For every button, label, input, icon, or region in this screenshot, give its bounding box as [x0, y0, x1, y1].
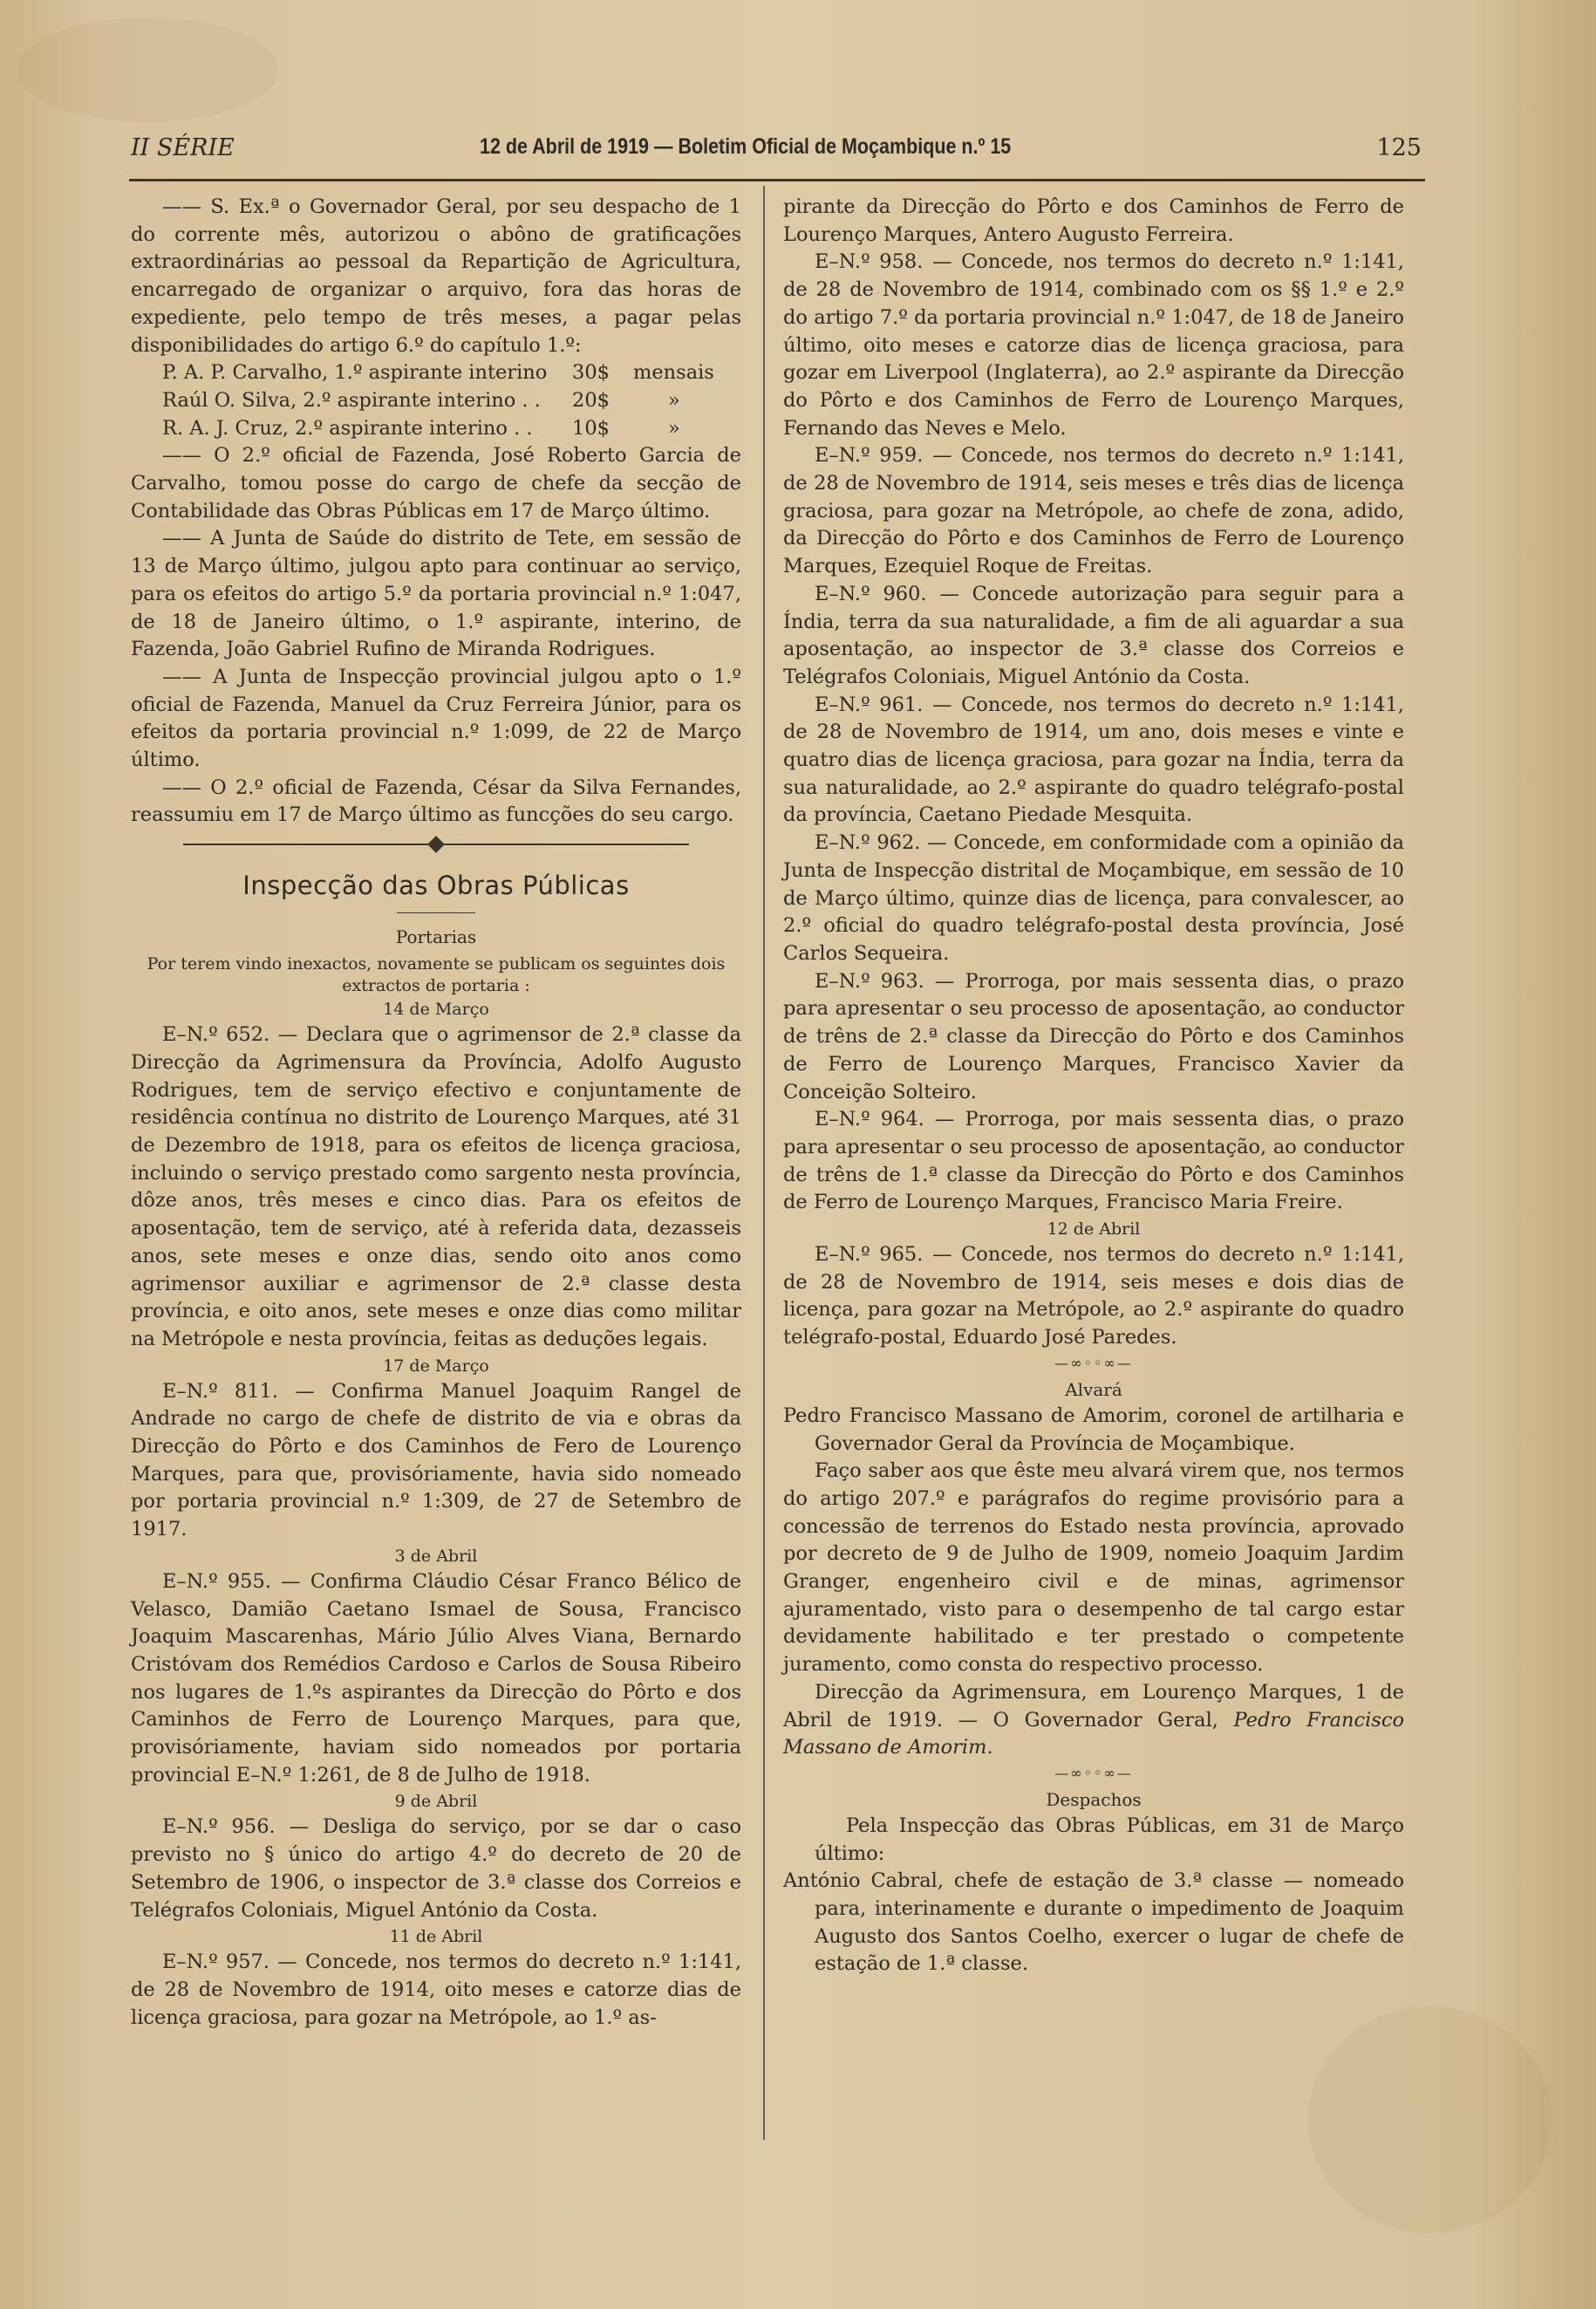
- paragraph: —— A Junta de Saúde do distrito de Tete, em sessão de 13 de Março último, julgou apto para continuar ao serviço, para os efeitos do artigo 5.º da portaria provincial n.º 1:047, de 18 de Janeiro último, o 1.º aspirante, interino, de Fazenda, João Gabriel Rufino de Miranda Rodrigues.: [131, 527, 741, 661]
- date-heading: 17 de Março: [383, 1356, 489, 1376]
- portaria-extract: E–N.º 962. — Concede, em conformidade com a opinião da Junta de Inspecção distrital de Moçambique, em sessão de 10 de Março último, quinze dias de licença, para convalescer, ao 2.º oficial do quadro telégrafo-postal desta província, José Carlos Sequeira.: [783, 831, 1404, 965]
- paper-stain: [1308, 2006, 1552, 2233]
- salary-list: [131, 359, 741, 442]
- page-number: 125: [1376, 134, 1422, 161]
- right-column: [783, 194, 1404, 1978]
- header-rule: [129, 179, 1425, 181]
- salary-amount: 30$: [572, 361, 610, 385]
- paragraph: —— O 2.º oficial de Fazenda, César da Silva Fernandes, reassumiu em 17 de Março último as funcções do seu cargo.: [131, 775, 741, 827]
- alvara-signature-text: Direcção da Agrimensura, em Lourenço Marques, 1 de Abril de 1919. — O Governador Geral,: [783, 1680, 1404, 1732]
- section-ornament: [131, 830, 741, 859]
- salary-name: R. A. J. Cruz, 2.º aspirante interino . .: [162, 416, 533, 440]
- date-heading: 14 de Março: [383, 1000, 489, 1020]
- despachos-title: Despachos: [1046, 1788, 1142, 1810]
- portaria-extract: E–N.º 965. — Concede, nos termos do decreto n.º 1:141, de 28 de Novembro de 1914, seis meses e dois dias de licença, para gozar na Metrópole, ao 2.º aspirante do quadro telégrafo-postal, Eduardo José Paredes.: [783, 1243, 1404, 1349]
- date-heading: 9 de Abril: [394, 1792, 478, 1812]
- wave-ornament: —∞◦◦∞—: [1054, 1354, 1133, 1371]
- despacho-item: António Cabral, chefe de estação de 3.ª classe — nomeado para, interinamente e durante o impedimento de Joaquim Augusto dos Santos Coelho, exercer o lugar de chefe de estação de 1.ª classe.: [783, 1869, 1404, 1976]
- wave-ornament: —∞◦◦∞—: [1054, 1764, 1133, 1781]
- series-label: II SÉRIE: [131, 134, 235, 161]
- date-heading: 11 de Abril: [389, 1927, 483, 1947]
- portaria-extract: E–N.º 957. — Concede, nos termos do decreto n.º 1:141, de 28 de Novembro de 1914, oito meses e catorze dias de licença graciosa, para gozar na Metrópole, ao 1.º as-: [131, 1950, 741, 2029]
- divider-rule: [131, 908, 741, 919]
- column-divider: [763, 186, 765, 2140]
- alvara-body: Faço saber aos que êste meu alvará virem que, nos termos do artigo 207.º e parágrafos do regime provisório para a concessão de terrenos do Estado nesta província, aprovado por decreto de 9 de Julho de 1909, nomeio Joaquim Jardim Granger, engenheiro civil e de minas, agrimensor ajuramentado, visto para o desempenho de tal cargo estar devidamente habilitado e ter prestado o competente juramento, como consta do respectivo processo.: [783, 1459, 1404, 1677]
- portaria-extract: E–N.º 964. — Prorroga, por mais sessenta dias, o prazo para apresentar o seu processo de aposentação, ao conductor de trêns de 1.ª classe da Direcção do Pôrto e dos Caminhos de Ferro de Lourenço Marques, Francisco Maria Freire.: [783, 1108, 1404, 1214]
- portaria-extract: E–N.º 955. — Confirma Cláudio César Franco Bélico de Velasco, Damião Caetano Ismael de Sousa, Francisco Joaquim Mascarenhas, Mário Júlio Alves Viana, Bernardo Cristóvam dos Remédios Cardoso e Carlos de Sousa Ribeiro nos lugares de 1.ºs aspirantes da Direcção do Pôrto e dos Caminhos de Ferro de Lourenço Marques, para que, provisóriamente, haviam sido nomeados por portaria provincial E–N.º 1:261, de 8 de Julho de 1918.: [131, 1569, 741, 1786]
- editorial-note: Por terem vindo inexactos, novamente se publicam os seguintes dois extractos de portaria :: [147, 954, 726, 996]
- portaria-extract: E–N.º 956. — Desliga do serviço, por se dar o caso previsto no § único do artigo 4.º do decreto de 20 de Setembro de 1906, o inspector de 3.ª classe dos Correios e Telégrafos Coloniais, Miguel António da Costa.: [131, 1815, 741, 1922]
- left-column: [131, 194, 741, 2032]
- paragraph: —— A Junta de Inspecção provincial julgou apto o 1.º oficial de Fazenda, Manuel da Cruz Ferreira Júnior, para os efeitos da portaria provincial n.º 1:099, de 22 de Março último.: [131, 665, 741, 772]
- salary-row: [131, 359, 741, 387]
- despachos-intro: Pela Inspecção das Obras Públicas, em 31 de Março último:: [815, 1814, 1404, 1865]
- alvara-intro: Pedro Francisco Massano de Amorim, coronel de artilharia e Governador Geral da Província de Moçambique.: [783, 1404, 1404, 1455]
- salary-name: P. A. P. Carvalho, 1.º aspirante interino: [162, 361, 548, 385]
- salary-amount: 20$: [572, 388, 610, 412]
- page-header: [131, 131, 1422, 166]
- alvara-signature: [783, 1679, 1404, 1762]
- paper-stain: [17, 17, 279, 122]
- salary-unit: »: [668, 388, 680, 412]
- portaria-extract: E–N.º 652. — Declara que o agrimensor de 2.ª classe da Direcção da Agrimensura da Província, Adolfo Augusto Rodrigues, tem de serviço efectivo e conjuntamente de residência contínua no distrito de Lourenço Marques, até 31 de Dezembro de 1918, para os efeitos de licença graciosa, incluindo o serviço prestado como sargento nesta província, dôze anos, três meses e cinco dias. Para os efeitos de aposentação, tem de serviço, até à referida data, dezasseis anos, sete meses e onze dias, sendo oito anos como agrimensor auxiliar e agrimensor de 2.ª classe desta província, e oito anos, sete meses e onze dias como militar na Metrópole e nesta província, feitas as deduções legais.: [131, 1023, 741, 1350]
- section-title: Inspecção das Obras Públicas: [242, 871, 630, 901]
- alvara-title: Alvará: [1065, 1378, 1122, 1400]
- portaria-extract: E–N.º 811. — Confirma Manuel Joaquim Rangel de Andrade no cargo de chefe de distrito de via e obras da Direcção do Pôrto e dos Caminhos de Fero de Lourenço Marques, para que, provisóriamente, havia sido nomeado por portaria provincial n.º 1:309, de 27 de Setembro de 1917.: [131, 1379, 741, 1541]
- date-heading: 3 de Abril: [394, 1546, 478, 1566]
- salary-unit: mensais: [633, 361, 714, 385]
- portaria-extract: E–N.º 959. — Concede, nos termos do decreto n.º 1:141, de 28 de Novembro de 1914, seis meses e três dias de licença graciosa, para gozar na Metrópole, ao chefe de zona, adido, da Direcção do Pôrto e dos Caminhos de Ferro de Lourenço Marques, Ezequiel Roque de Freitas.: [783, 444, 1404, 578]
- portaria-extract: E–N.º 958. — Concede, nos termos do decreto n.º 1:141, de 28 de Novembro de 1914, combinado com os §§ 1.º e 2.º do artigo 7.º da portaria provincial n.º 1:047, de 18 de Janeiro último, oito meses e catorze dias de licença graciosa, para gozar em Liverpool (Inglaterra), ao 2.º aspirante da Direcção do Pôrto e dos Caminhos de Ferro de Lourenço Marques, Fernando das Neves e Melo.: [783, 250, 1404, 440]
- governor-name: Pedro Francisco Massano de Amorim.: [783, 1708, 1404, 1759]
- publication-line: 12 de Abril de 1919 — Boletim Oficial de Moçambique n.º 15: [480, 134, 1012, 159]
- salary-name: Raúl O. Silva, 2.º aspirante interino . .: [162, 388, 541, 412]
- salary-row: [131, 415, 741, 443]
- salary-amount: 10$: [572, 416, 610, 440]
- salary-unit: »: [668, 416, 680, 440]
- portaria-extract: E–N.º 963. — Prorroga, por mais sessenta dias, o prazo para apresentar o seu processo de aposentação, ao conductor de trêns de 2.ª classe da Direcção do Pôrto e dos Caminhos de Ferro de Lourenço Marques, Francisco Xavier da Conceição Solteiro.: [783, 969, 1404, 1103]
- portaria-extract: E–N.º 960. — Concede autorização para seguir para a Índia, terra da sua naturalidade, a fim de ali aguardar a sua aposentação, ao inspector de 3.ª classe dos Correios e Telégrafos Coloniais, Miguel António da Costa.: [783, 582, 1404, 688]
- subsection-title: Portarias: [395, 926, 477, 948]
- portaria-extract-continued: pirante da Direcção do Pôrto e dos Caminhos de Ferro de Lourenço Marques, Antero Augusto Ferreira.: [783, 195, 1404, 246]
- salary-row: [131, 387, 741, 415]
- date-heading: 12 de Abril: [1047, 1219, 1141, 1240]
- portaria-extract: E–N.º 961. — Concede, nos termos do decreto n.º 1:141, de 28 de Novembro de 1914, um ano, dois meses e vinte e quatro dias de licença graciosa, para gozar na Índia, terra da sua naturalidade, ao 2.º aspirante do quadro telégrafo-postal da província, Caetano Piedade Mesquita.: [783, 693, 1404, 827]
- paragraph: —— S. Ex.ª o Governador Geral, por seu despacho de 1 do corrente mês, autorizou o abôno de gratificações extraordinárias ao pessoal da Repartição de Agricultura, encarregado de organizar o arquivo, fora das horas de expediente, pelo tempo de três meses, a pagar pelas disponibilidades do artigo 6.º do capítulo 1.º:: [131, 195, 741, 357]
- paragraph: —— O 2.º oficial de Fazenda, José Roberto Garcia de Carvalho, tomou posse do cargo de chefe da secção de Contabilidade das Obras Públicas em 17 de Março último.: [131, 444, 741, 523]
